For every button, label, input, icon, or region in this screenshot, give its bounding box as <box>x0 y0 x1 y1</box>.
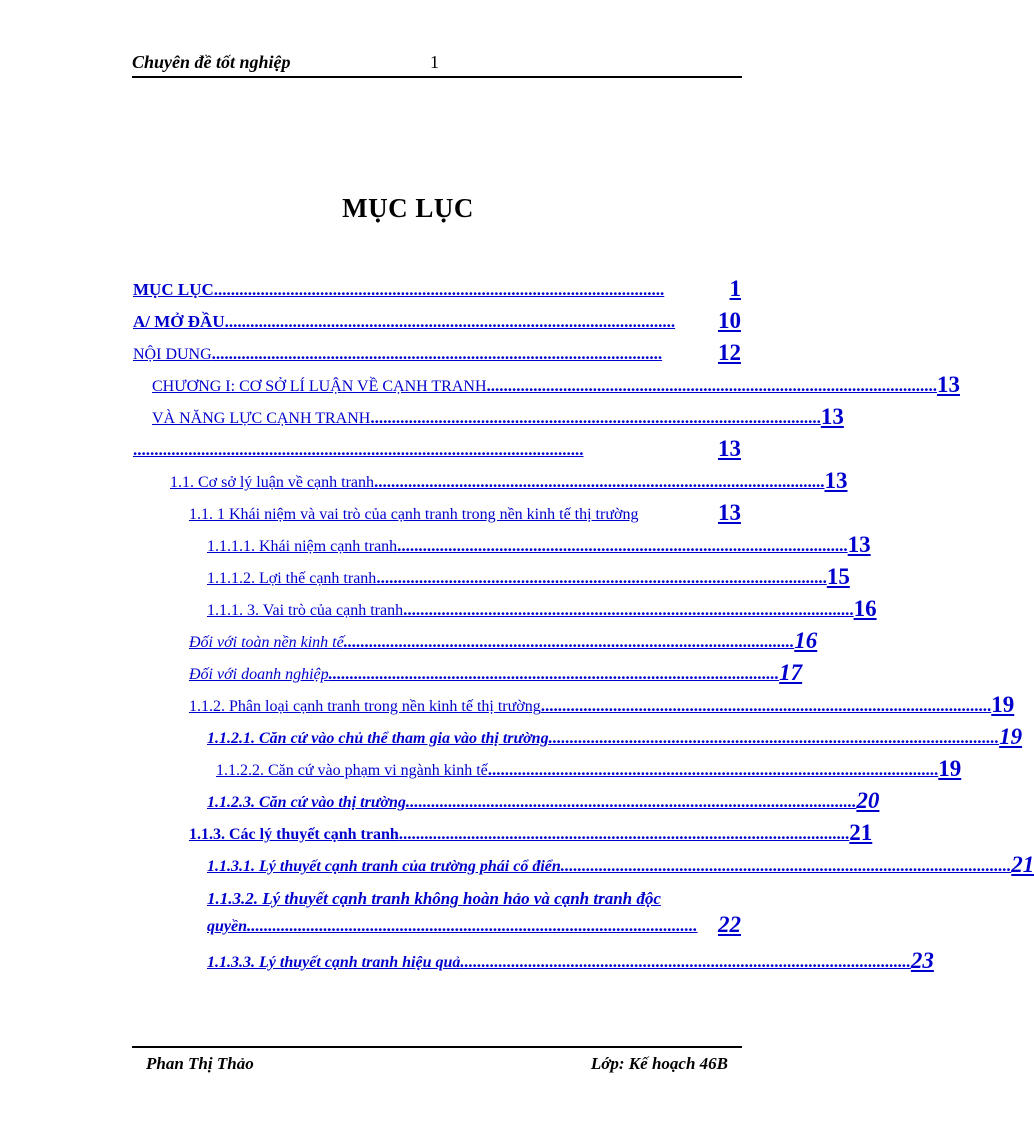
toc-entry-label: 1.1.3.1. Lý thuyết cạnh tranh của trường phái cổ điển <box>207 858 561 875</box>
toc-entry-label: quyền <box>207 918 247 935</box>
toc-heading: MỤC LỤC <box>342 193 474 223</box>
toc-entry-label: 1.1.1.1. Khái niệm cạnh tranh <box>207 538 398 555</box>
toc-entry-label: VÀ NĂNG LỰC CẠNH TRANH <box>152 410 371 427</box>
toc-entry-page: 13 <box>824 468 848 493</box>
toc-entry-page: 22 <box>718 912 741 937</box>
toc-entry-label: 1.1. 1 Khái niệm và vai trò của cạnh tranh trong nền kinh tế thị trường <box>189 506 639 523</box>
toc-entry-page: 17 <box>779 660 803 685</box>
toc-entry-page: 15 <box>826 564 850 589</box>
toc-entry-page: 21 <box>1011 852 1034 877</box>
toc-entry-page: 13 <box>847 532 871 557</box>
toc-entry-page: 16 <box>853 596 877 621</box>
toc-entry-page: 13 <box>937 372 960 397</box>
toc-entry-label: CHƯƠNG I: CƠ SỞ LÍ LUẬN VỀ CẠNH TRANH <box>152 378 487 395</box>
footer-class: Lớp: Kế hoạch 46B <box>590 1054 728 1073</box>
toc-entry-page: 13 <box>718 500 741 525</box>
toc-entry-1-1-2-2[interactable]: 1.1.2.2. Căn cứ vào phạm vi ngành kinh tế .......................................................................................................... 19 <box>216 756 962 781</box>
toc-entry-page: 10 <box>718 308 741 333</box>
toc-entry-page: 19 <box>938 756 962 781</box>
toc-entry-label: NỘI DUNG <box>133 346 212 363</box>
toc-entry-label: Đối với doanh nghiệp <box>189 666 329 683</box>
toc-entry-1-1-3-2[interactable]: quyền .......................................................................................................... 22 <box>207 912 741 937</box>
toc-entry-page: 16 <box>794 628 818 653</box>
toc-entry-1-1-1-1[interactable]: 1.1.1.1. Khái niệm cạnh tranh .......................................................................................................... 13 <box>207 532 871 557</box>
toc-entry-1-1[interactable]: 1.1. Cơ sở lý luận về cạnh tranh .......................................................................................................... 13 <box>170 468 848 493</box>
toc-entry-page: 21 <box>849 820 873 845</box>
toc-entry-page: 12 <box>718 340 741 365</box>
toc-entry-1-1-3-2-line1[interactable]: 1.1.3.2. Lý thuyết cạnh tranh không hoàn hảo và cạnh tranh độc <box>207 889 661 908</box>
header-page-number: 1 <box>430 52 439 72</box>
toc-entry-label: 1.1.3.3. Lý thuyết cạnh tranh hiệu quả <box>207 954 461 971</box>
toc-entry-1-1-1-3[interactable]: 1.1.1. 3. Vai trò của cạnh tranh .......................................................................................................... 16 <box>207 596 877 621</box>
toc-entry-label: 1.1.3. Các lý thuyết cạnh tranh <box>189 826 399 843</box>
toc-entry-page: 19 <box>999 724 1023 749</box>
toc-entry-label: 1.1.2.3. Căn cứ vào thị trường <box>207 794 406 811</box>
toc-entry-mo-dau[interactable]: A/ MỞ ĐẦU .......................................................................................................... 10 <box>133 308 741 333</box>
toc-entry-label: MỤC LỤC <box>133 280 214 299</box>
toc-entry-1-1-2-1[interactable]: 1.1.2.1. Căn cứ vào chủ thể tham gia vào thị trường .......................................................................................................... 19 <box>207 724 1023 749</box>
footer-author: Phan Thị Thảo <box>146 1054 254 1073</box>
toc-entry-muc-luc[interactable]: MỤC LỤC .......................................................................................................... 1 <box>133 276 741 301</box>
toc-entry-page: 20 <box>856 788 880 813</box>
toc-entry-label: Đối với toàn nền kinh tế <box>189 634 344 651</box>
toc-entry-label: 1.1. Cơ sở lý luận về cạnh tranh <box>170 474 374 491</box>
toc-entry-chuong-1[interactable]: CHƯƠNG I: CƠ SỞ LÍ LUẬN VỀ CẠNH TRANH .......................................................................................................... 13 <box>152 372 960 397</box>
toc-entry-page: 1 <box>729 276 741 301</box>
toc-entry-page: 13 <box>718 436 741 461</box>
toc-entry-1-1-3-1[interactable]: 1.1.3.1. Lý thuyết cạnh tranh của trường phái cổ điển .......................................................................................................... 21 <box>207 852 1034 877</box>
toc-entry-label: 1.1.2. Phân loại cạnh tranh trong nền kinh tế thị trường <box>189 698 541 715</box>
toc-entry-page: 13 <box>820 404 844 429</box>
toc-entry-nen-kinh-te[interactable]: Đối với toàn nền kinh tế .......................................................................................................... 16 <box>189 628 818 653</box>
toc-entry-label: 1.1.1. 3. Vai trò của cạnh tranh <box>207 602 404 619</box>
toc-entry-label: A/ MỞ ĐẦU <box>133 312 225 331</box>
toc-entry-blank[interactable]: .......................................................................................................... 13 <box>133 436 741 461</box>
page-footer <box>132 1046 742 1073</box>
toc-entry-noi-dung[interactable]: NỘI DUNG .......................................................................................................... 12 <box>133 340 741 365</box>
toc-entry-1-1-1[interactable] <box>189 501 741 524</box>
toc-entry-1-1-2-3[interactable]: 1.1.2.3. Căn cứ vào thị trường .......................................................................................................... 20 <box>207 788 880 813</box>
toc-entry-page: 19 <box>991 692 1015 717</box>
toc-entry-label: 1.1.2.2. Căn cứ vào phạm vi ngành kinh tế <box>216 762 488 779</box>
toc-entry-label: 1.1.1.2. Lợi thế cạnh tranh <box>207 570 377 587</box>
header-title: Chuyên đề tốt nghiệp <box>132 52 291 72</box>
toc-entry-nang-luc[interactable]: VÀ NĂNG LỰC CẠNH TRANH .......................................................................................................... 13 <box>152 404 844 429</box>
toc-entry-1-1-2[interactable]: 1.1.2. Phân loại cạnh tranh trong nền kinh tế thị trường .......................................................................................................... 19 <box>189 692 1015 717</box>
toc-entry-1-1-3[interactable]: 1.1.3. Các lý thuyết cạnh tranh .......................................................................................................... 21 <box>189 820 873 845</box>
toc-entry-label: 1.1.2.1. Căn cứ vào chủ thể tham gia vào thị trường <box>207 730 549 747</box>
toc-entry-doanh-nghiep[interactable]: Đối với doanh nghiệp .......................................................................................................... 17 <box>189 660 803 685</box>
toc-entry-page: 23 <box>910 948 934 973</box>
toc-entry-1-1-1-2[interactable]: 1.1.1.2. Lợi thế cạnh tranh .......................................................................................................... 15 <box>207 564 850 589</box>
toc-entry-1-1-3-3[interactable]: 1.1.3.3. Lý thuyết cạnh tranh hiệu quả .......................................................................................................... 23 <box>207 948 934 973</box>
